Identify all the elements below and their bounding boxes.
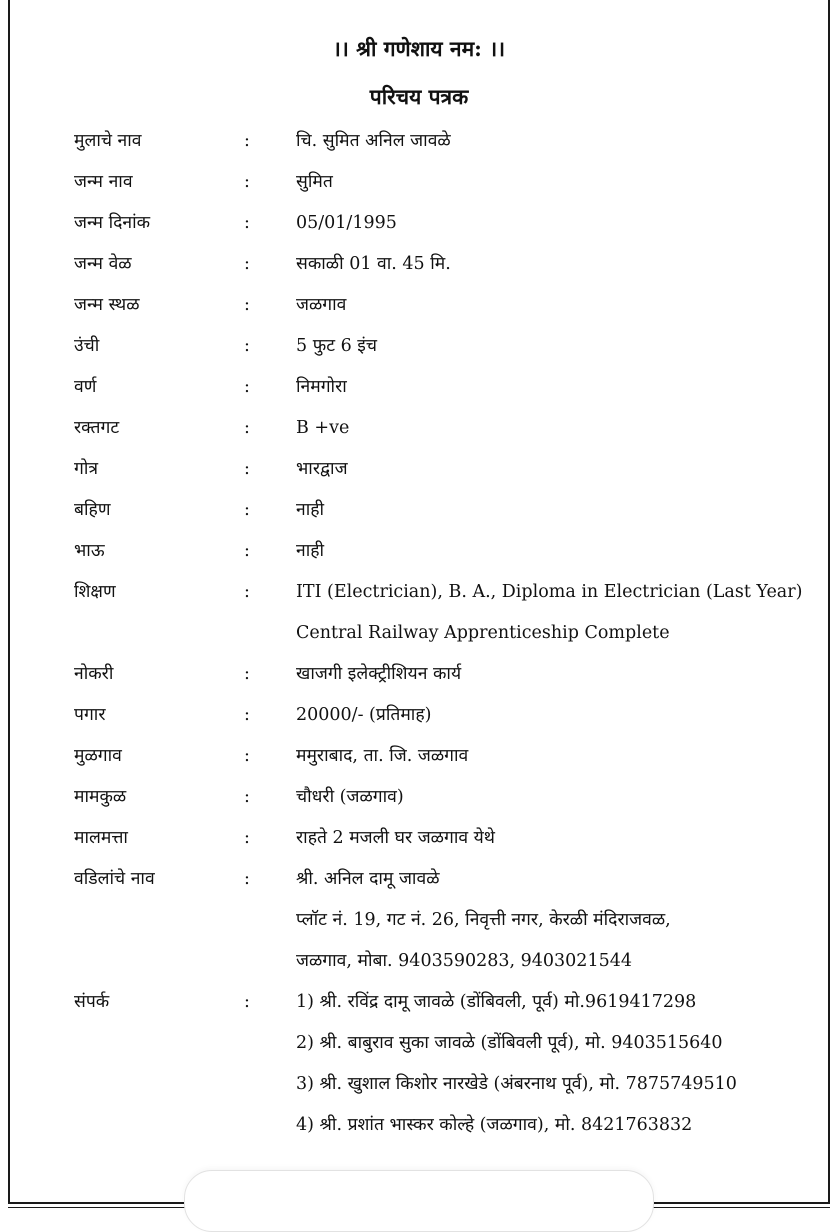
detail-value: ITI (Electrician), B. A., Diploma in Electrician (Last Year) [296, 582, 803, 602]
detail-row [10, 126, 828, 167]
detail-colon: : [244, 582, 250, 602]
detail-value: Central Railway Apprenticeship Complete [296, 623, 670, 643]
detail-row [10, 454, 828, 495]
detail-row [10, 741, 828, 782]
detail-row [10, 331, 828, 372]
detail-value: राहते 2 मजली घर जळगाव येथे [296, 828, 495, 848]
detail-value: चि. सुमित अनिल जावळे [296, 131, 451, 151]
invocation-line: ।। श्री गणेशाय नम: ।। [332, 36, 506, 61]
detail-colon: : [244, 746, 250, 766]
detail-label: शिक्षण [74, 582, 116, 602]
detail-value: नाही [296, 500, 325, 520]
detail-label: जन्म स्थळ [74, 295, 140, 315]
detail-row [10, 1110, 828, 1151]
detail-value: जळगाव, मोबा. 9403590283, 9403021544 [296, 951, 632, 971]
detail-value: 4) श्री. प्रशांत भास्कर कोल्हे (जळगाव), मो. 8421763832 [296, 1115, 693, 1135]
document-page [8, 0, 830, 1204]
detail-value: 1) श्री. रविंद्र दामू जावळे (डोंबिवली, पूर्व) मो.9619417298 [296, 992, 697, 1012]
detail-label: मामकुळ [74, 787, 127, 807]
detail-value: 3) श्री. खुशाल किशोर नारखेडे (अंबरनाथ पूर्व), मो. 7875749510 [296, 1074, 737, 1094]
detail-colon: : [244, 213, 250, 233]
detail-colon: : [244, 459, 250, 479]
detail-value: सकाळी 01 वा. 45 मि. [296, 254, 451, 274]
detail-value: B +ve [296, 418, 350, 438]
detail-row [10, 1069, 828, 1110]
detail-row [10, 1028, 828, 1069]
detail-colon: : [244, 705, 250, 725]
detail-value: खाजगी इलेक्ट्रीशियन कार्य [296, 664, 462, 684]
detail-row [10, 905, 828, 946]
detail-row [10, 782, 828, 823]
detail-row [10, 823, 828, 864]
detail-row [10, 864, 828, 905]
detail-row [10, 659, 828, 700]
detail-value: भारद्वाज [296, 459, 348, 479]
detail-label: गोत्र [74, 459, 99, 479]
detail-label: मालमत्ता [74, 828, 128, 848]
detail-label: जन्म दिनांक [74, 213, 151, 233]
detail-label: मुलाचे नाव [74, 131, 142, 151]
detail-value: 05/01/1995 [296, 213, 397, 233]
detail-row [10, 167, 828, 208]
detail-value: प्लॉट नं. 19, गट नं. 26, निवृत्ती नगर, केरळी मंदिराजवळ, [296, 910, 671, 930]
detail-label: मुळगाव [74, 746, 122, 766]
detail-label: जन्म नाव [74, 172, 133, 192]
detail-label: वर्ण [74, 377, 97, 397]
detail-label: पगार [74, 705, 106, 725]
detail-label: भाऊ [74, 541, 105, 561]
detail-label: रक्तगट [74, 418, 120, 438]
detail-row [10, 536, 828, 577]
details-list [10, 126, 828, 1151]
detail-value: 2) श्री. बाबुराव सुका जावळे (डोंबिवली पूर्व), मो. 9403515640 [296, 1033, 723, 1053]
document-heading: परिचय पत्रक [369, 84, 469, 109]
detail-label: जन्म वेळ [74, 254, 132, 274]
detail-row [10, 290, 828, 331]
detail-row [10, 249, 828, 290]
detail-row [10, 946, 828, 987]
detail-row [10, 372, 828, 413]
detail-value: श्री. अनिल दामू जावळे [296, 869, 440, 889]
detail-colon: : [244, 500, 250, 520]
detail-label: नोकरी [74, 664, 114, 684]
detail-colon: : [244, 418, 250, 438]
detail-row [10, 700, 828, 741]
detail-row [10, 413, 828, 454]
detail-value: नाही [296, 541, 325, 561]
detail-colon: : [244, 377, 250, 397]
bottom-tab-bar[interactable] [184, 1170, 654, 1232]
detail-row [10, 208, 828, 249]
detail-value: ममुराबाद, ता. जि. जळगाव [296, 746, 469, 766]
detail-colon: : [244, 828, 250, 848]
detail-colon: : [244, 992, 250, 1012]
detail-value: निमगोरा [296, 377, 347, 397]
detail-row [10, 618, 828, 659]
detail-label: वडिलांचे नाव [74, 869, 155, 889]
detail-colon: : [244, 869, 250, 889]
detail-label: उंची [74, 336, 100, 356]
detail-colon: : [244, 541, 250, 561]
detail-value: 5 फुट 6 इंच [296, 336, 377, 356]
detail-value: 20000/- (प्रतिमाह) [296, 705, 432, 725]
detail-colon: : [244, 787, 250, 807]
detail-row [10, 495, 828, 536]
detail-colon: : [244, 254, 250, 274]
detail-colon: : [244, 131, 250, 151]
detail-label: बहिण [74, 500, 111, 520]
detail-colon: : [244, 172, 250, 192]
detail-row [10, 987, 828, 1028]
detail-colon: : [244, 664, 250, 684]
detail-value: जळगाव [296, 295, 347, 315]
detail-colon: : [244, 336, 250, 356]
detail-value: चौधरी (जळगाव) [296, 787, 404, 807]
detail-colon: : [244, 295, 250, 315]
detail-row [10, 577, 828, 618]
detail-label: संपर्क [74, 992, 110, 1012]
detail-value: सुमित [296, 172, 333, 192]
